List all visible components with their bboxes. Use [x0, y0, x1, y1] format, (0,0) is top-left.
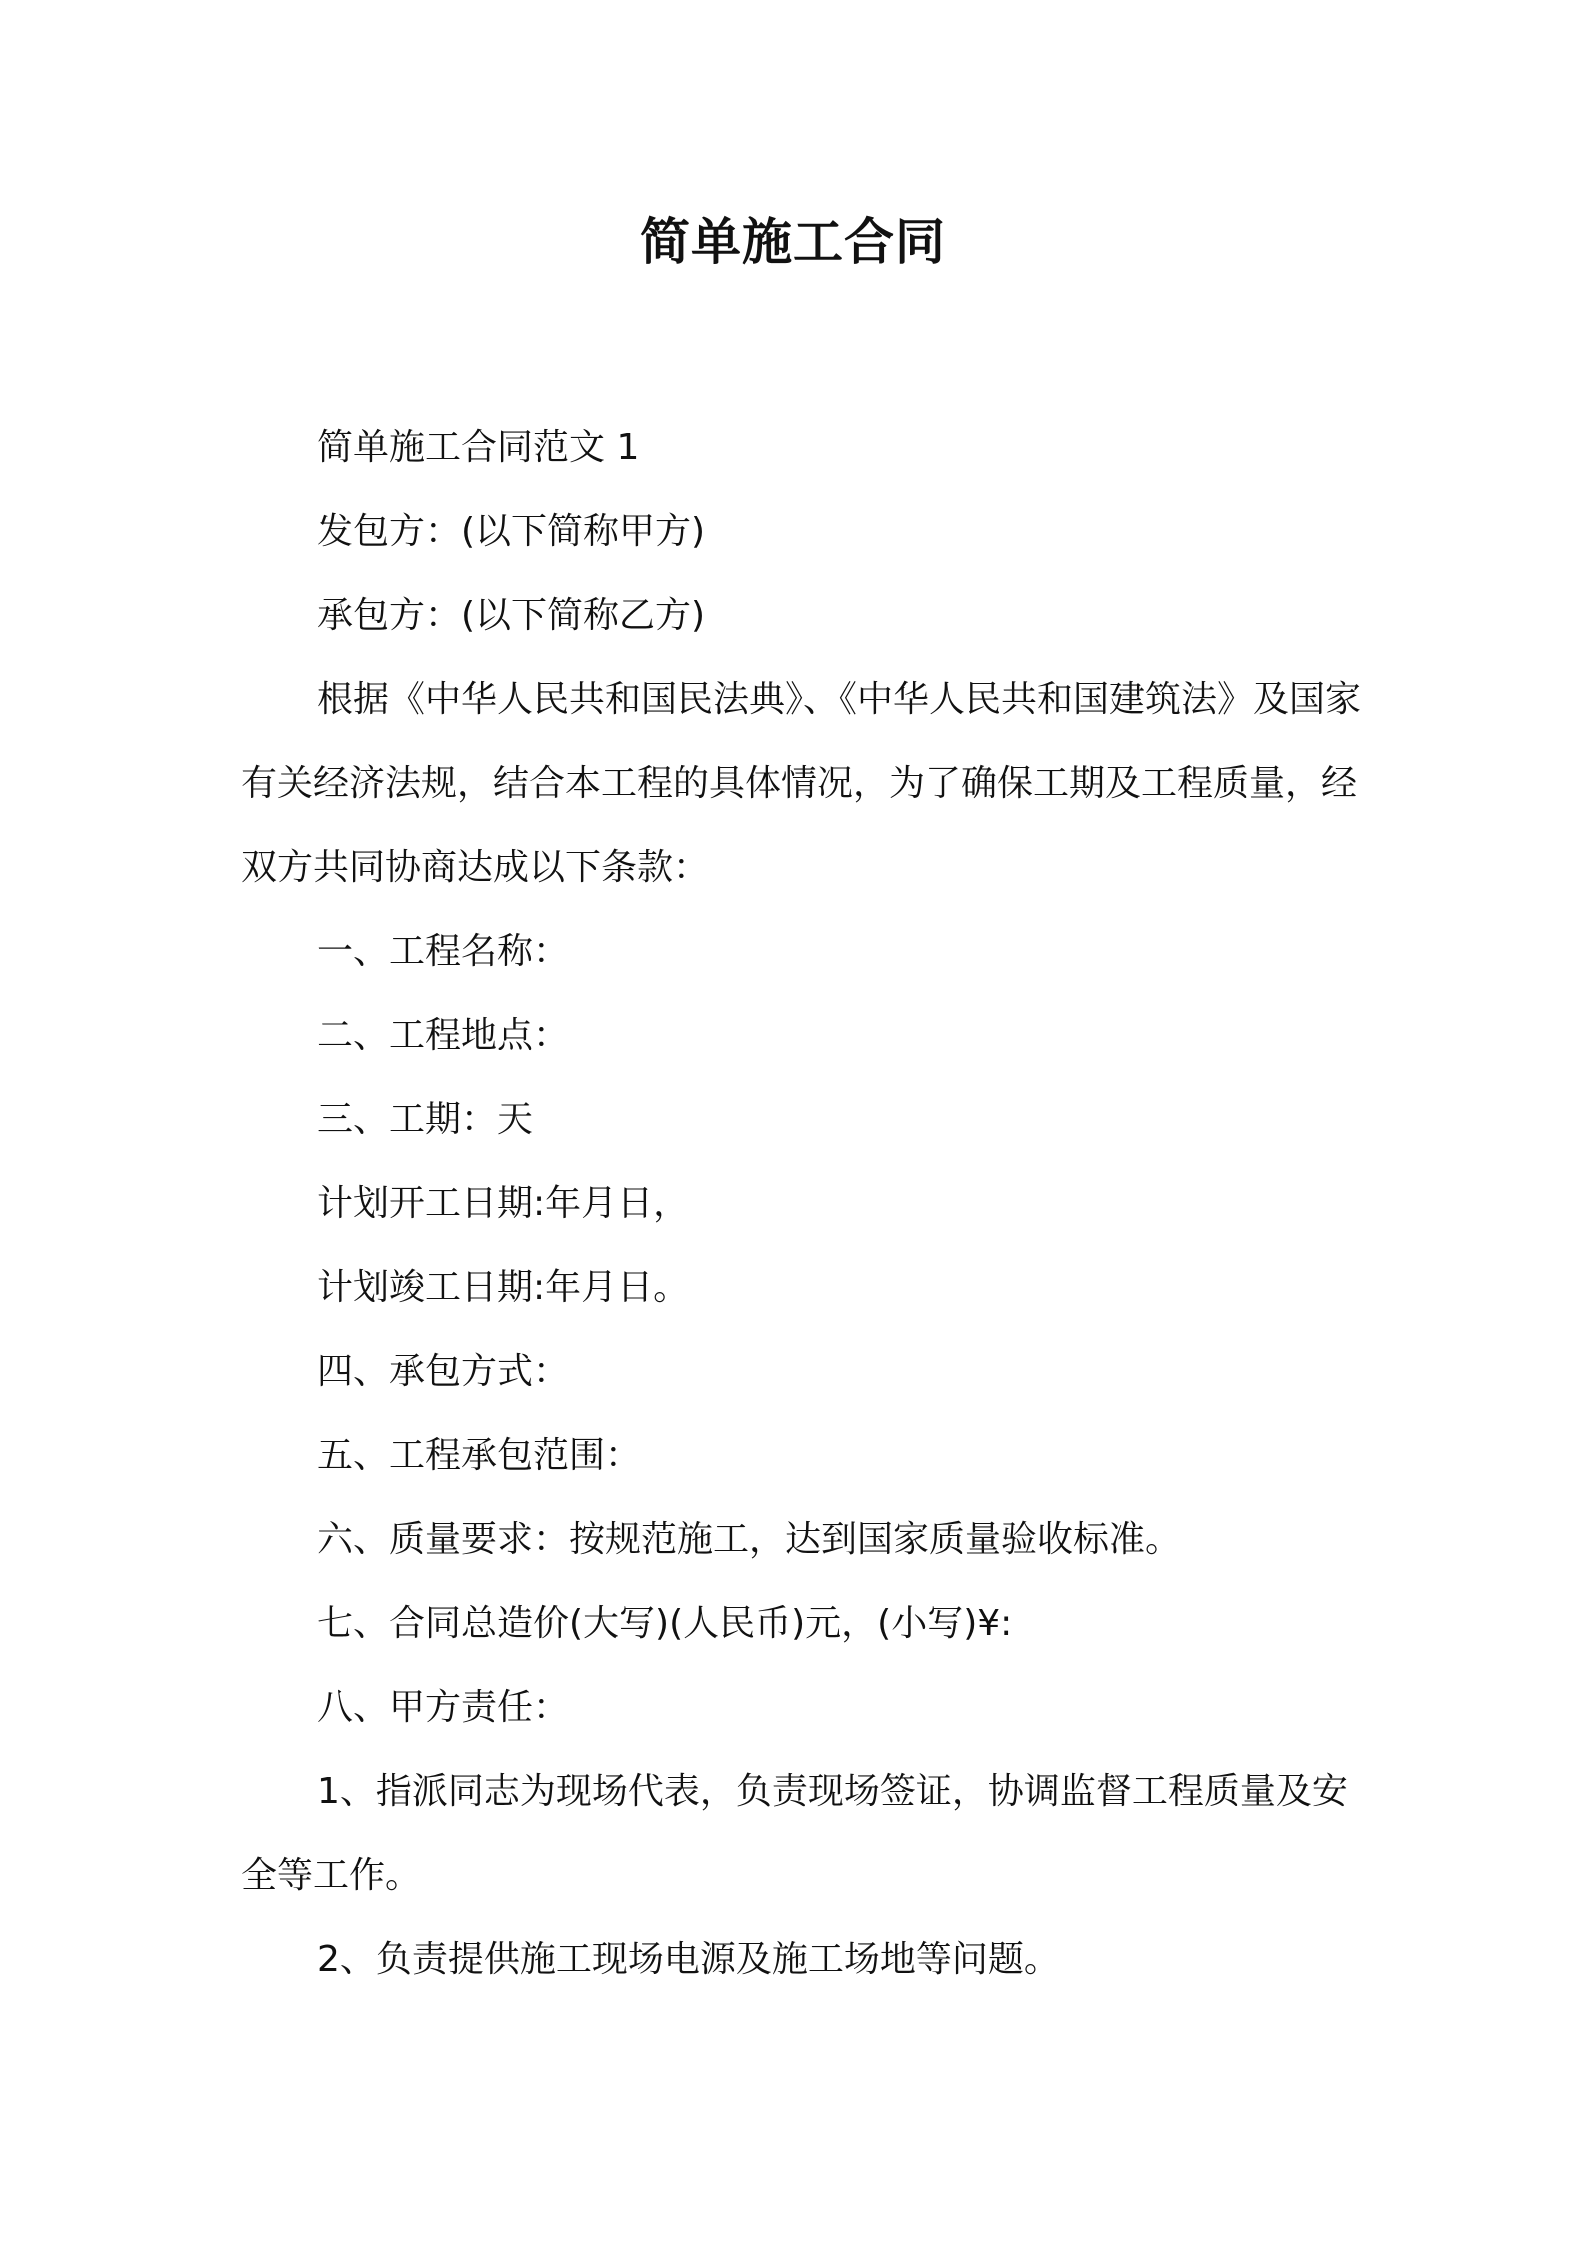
paragraph-contract-method: 四、承包方式：	[317, 1351, 570, 1392]
paragraph-start-date: 计划开工日期:年月日，	[317, 1183, 690, 1224]
paragraph-quality: 六、质量要求：按规范施工，达到国家质量验收标准。	[317, 1519, 1182, 1560]
paragraph-duration: 三、工期：天	[317, 1099, 534, 1140]
paragraph-duty-1: 1、指派同志为现场代表，负责现场签证，协调监督工程质量及安全等工作。	[241, 1771, 1348, 1896]
paragraph-project-name: 一、工程名称：	[317, 931, 570, 972]
paragraph-preamble: 根据《中华人民共和国民法典》、《中华人民共和国建筑法》及国家有关经济法规，结合本工程的具体情况，为了确保工期及工程质量，经双方共同协商达成以下条款：	[241, 679, 1362, 888]
paragraph-party-a: 发包方：(以下简称甲方)	[317, 511, 706, 552]
paragraph-end-date: 计划竣工日期:年月日。	[317, 1267, 690, 1308]
paragraph-scope: 五、工程承包范围：	[317, 1435, 642, 1476]
paragraph-heading: 简单施工合同范文 1	[317, 427, 640, 468]
document-title: 简单施工合同	[640, 213, 946, 271]
paragraph-total-price: 七、合同总造价(大写)(人民币)元，(小写)¥:	[317, 1603, 1013, 1644]
paragraph-project-location: 二、工程地点：	[317, 1015, 570, 1056]
paragraph-party-b: 承包方：(以下简称乙方)	[317, 595, 706, 636]
paragraph-duty-2: 2、负责提供施工现场电源及施工场地等问题。	[317, 1939, 1060, 1980]
paragraph-party-a-duties: 八、甲方责任：	[317, 1687, 570, 1728]
document-body	[241, 406, 1363, 2002]
